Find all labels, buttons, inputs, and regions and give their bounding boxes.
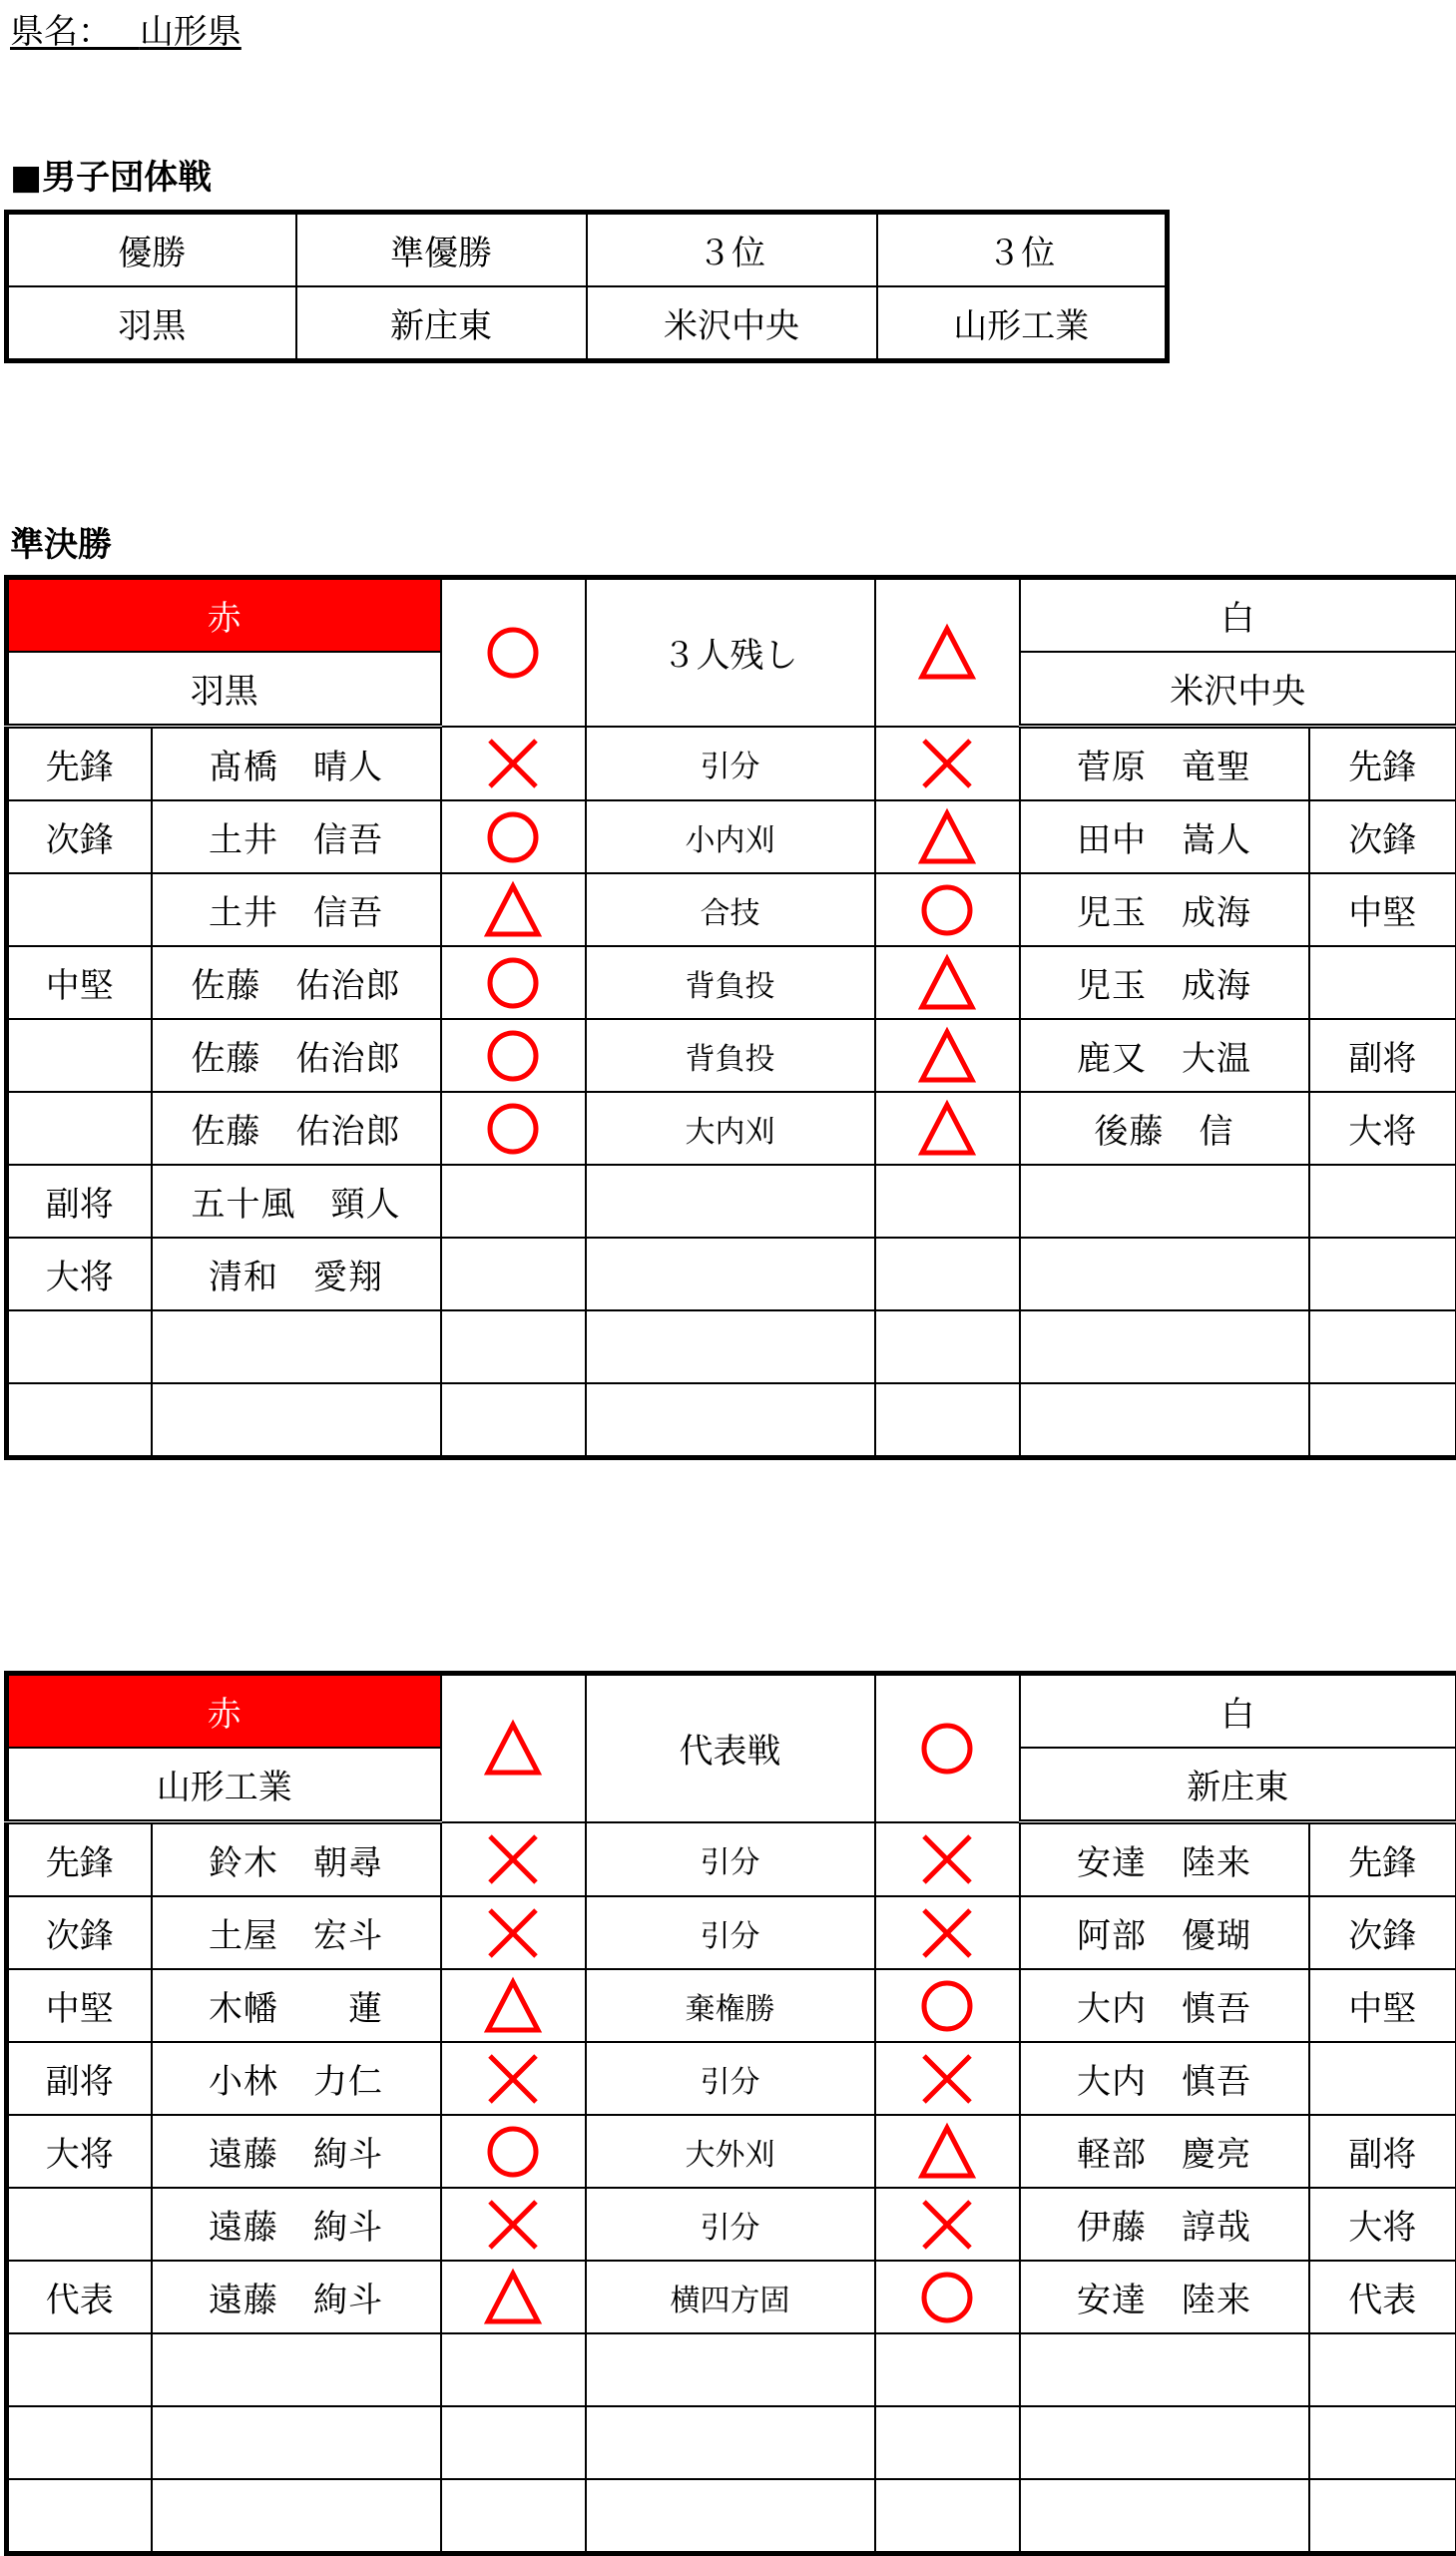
white-bout-result bbox=[875, 800, 1020, 873]
white-position: 大将 bbox=[1309, 1092, 1456, 1165]
bout-row bbox=[7, 1969, 1456, 2042]
circle-mark-icon bbox=[917, 1976, 977, 2036]
white-player-name bbox=[1020, 2479, 1309, 2554]
red-bout-result bbox=[441, 873, 586, 946]
technique bbox=[586, 2406, 875, 2479]
semifinal-heading: 準決勝 bbox=[10, 517, 112, 566]
white-side-label: 白 bbox=[1020, 578, 1456, 653]
bout-row bbox=[7, 727, 1456, 801]
white-position: 次鋒 bbox=[1309, 1896, 1456, 1969]
bout-row bbox=[7, 1238, 1456, 1310]
red-position bbox=[7, 2188, 152, 2261]
technique bbox=[586, 1165, 875, 1238]
cross-mark-icon bbox=[483, 2049, 543, 2109]
red-player-name: 遠藤 絢斗 bbox=[152, 2115, 441, 2188]
red-bout-result bbox=[441, 946, 586, 1019]
red-position bbox=[7, 1310, 152, 1383]
triangle-mark-icon bbox=[483, 2268, 543, 2327]
bout-row bbox=[7, 1092, 1456, 1165]
red-position bbox=[7, 2406, 152, 2479]
white-position bbox=[1309, 1383, 1456, 1458]
white-player-name bbox=[1020, 2333, 1309, 2406]
red-bout-result bbox=[441, 727, 586, 801]
red-player-name: 佐藤 佑治郎 bbox=[152, 946, 441, 1019]
triangle-mark-icon bbox=[483, 1719, 543, 1779]
white-position bbox=[1309, 2406, 1456, 2479]
bout-row bbox=[7, 1896, 1456, 1969]
red-bout-result bbox=[441, 800, 586, 873]
white-bout-result bbox=[875, 2406, 1020, 2479]
red-bout-result bbox=[441, 1092, 586, 1165]
white-player-name: 後藤 信 bbox=[1020, 1092, 1309, 1165]
red-bout-result bbox=[441, 2188, 586, 2261]
circle-mark-icon bbox=[483, 807, 543, 867]
white-bout-result bbox=[875, 2261, 1020, 2333]
red-player-name: 木幡 蓮 bbox=[152, 1969, 441, 2042]
white-player-name: 安達 陸来 bbox=[1020, 2261, 1309, 2333]
technique: 大内刈 bbox=[586, 1092, 875, 1165]
white-player-name: 児玉 成海 bbox=[1020, 873, 1309, 946]
red-position: 副将 bbox=[7, 2042, 152, 2115]
technique: 背負投 bbox=[586, 946, 875, 1019]
circle-mark-icon bbox=[483, 623, 543, 683]
bout-row bbox=[7, 1019, 1456, 1092]
white-player-name bbox=[1020, 1165, 1309, 1238]
red-position: 中堅 bbox=[7, 1969, 152, 2042]
red-player-name bbox=[152, 1383, 441, 1458]
white-bout-result bbox=[875, 2188, 1020, 2261]
rank-cell: 優勝 bbox=[7, 213, 296, 287]
bout-row bbox=[7, 2479, 1456, 2554]
technique: 引分 bbox=[586, 1822, 875, 1897]
triangle-mark-icon bbox=[917, 1026, 977, 1086]
white-bout-result bbox=[875, 873, 1020, 946]
white-position bbox=[1309, 1310, 1456, 1383]
prefecture-line bbox=[10, 4, 242, 53]
red-side-label: 赤 bbox=[7, 578, 441, 653]
match-summary: ３人残し bbox=[586, 578, 875, 727]
red-position: 先鋒 bbox=[7, 727, 152, 801]
white-player-name: 軽部 慶亮 bbox=[1020, 2115, 1309, 2188]
white-position bbox=[1309, 2479, 1456, 2554]
cross-mark-icon bbox=[483, 1903, 543, 1963]
technique bbox=[586, 2333, 875, 2406]
technique: 大外刈 bbox=[586, 2115, 875, 2188]
white-player-name: 菅原 竜聖 bbox=[1020, 727, 1309, 801]
technique: 横四方固 bbox=[586, 2261, 875, 2333]
cross-mark-icon bbox=[917, 1829, 977, 1889]
white-player-name: 大内 慎吾 bbox=[1020, 2042, 1309, 2115]
technique: 引分 bbox=[586, 2188, 875, 2261]
bout-row bbox=[7, 2406, 1456, 2479]
bout-row bbox=[7, 2188, 1456, 2261]
cross-mark-icon bbox=[917, 1903, 977, 1963]
team-competition-heading: ■男子団体戦 bbox=[10, 150, 212, 199]
circle-mark-icon bbox=[917, 1719, 977, 1779]
prefecture-label: 県名： bbox=[10, 12, 95, 52]
cross-mark-icon bbox=[483, 1829, 543, 1889]
red-player-name bbox=[152, 2406, 441, 2479]
red-position: 大将 bbox=[7, 2115, 152, 2188]
technique bbox=[586, 1383, 875, 1458]
white-bout-result bbox=[875, 1019, 1020, 1092]
technique: 合技 bbox=[586, 873, 875, 946]
rank-cell: 準優勝 bbox=[296, 213, 587, 287]
white-bout-result bbox=[875, 727, 1020, 801]
red-position bbox=[7, 2479, 152, 2554]
technique bbox=[586, 1238, 875, 1310]
red-player-name: 佐藤 佑治郎 bbox=[152, 1019, 441, 1092]
cross-mark-icon bbox=[917, 2049, 977, 2109]
red-bout-result bbox=[441, 1019, 586, 1092]
technique: 引分 bbox=[586, 727, 875, 801]
triangle-mark-icon bbox=[917, 807, 977, 867]
white-bout-result bbox=[875, 946, 1020, 1019]
white-position: 中堅 bbox=[1309, 1969, 1456, 2042]
white-position bbox=[1309, 1238, 1456, 1310]
circle-mark-icon bbox=[483, 1099, 543, 1159]
red-bout-result bbox=[441, 1165, 586, 1238]
white-player-name: 鹿又 大温 bbox=[1020, 1019, 1309, 1092]
bout-row bbox=[7, 2261, 1456, 2333]
placings-team-row bbox=[7, 286, 1168, 361]
white-position bbox=[1309, 946, 1456, 1019]
white-team-result bbox=[875, 578, 1020, 727]
red-position: 副将 bbox=[7, 1165, 152, 1238]
team-cell: 米沢中央 bbox=[587, 286, 877, 361]
white-player-name: 田中 嵩人 bbox=[1020, 800, 1309, 873]
white-position: 先鋒 bbox=[1309, 1822, 1456, 1897]
triangle-mark-icon bbox=[917, 623, 977, 683]
circle-mark-icon bbox=[917, 2268, 977, 2327]
red-position: 代表 bbox=[7, 2261, 152, 2333]
white-team-result bbox=[875, 1674, 1020, 1822]
white-position: 大将 bbox=[1309, 2188, 1456, 2261]
red-player-name: 佐藤 佑治郎 bbox=[152, 1092, 441, 1165]
bout-row bbox=[7, 1310, 1456, 1383]
team-cell: 山形工業 bbox=[877, 286, 1168, 361]
cross-mark-icon bbox=[917, 734, 977, 793]
technique: 引分 bbox=[586, 1896, 875, 1969]
match-summary: 代表戦 bbox=[586, 1674, 875, 1822]
red-player-name: 鈴木 朝尋 bbox=[152, 1822, 441, 1897]
technique: 引分 bbox=[586, 2042, 875, 2115]
triangle-mark-icon bbox=[917, 2122, 977, 2182]
red-position bbox=[7, 873, 152, 946]
team-cell: 羽黒 bbox=[7, 286, 296, 361]
red-bout-result bbox=[441, 2042, 586, 2115]
placings-table bbox=[4, 210, 1170, 363]
match-table bbox=[4, 1671, 1456, 2556]
bout-row bbox=[7, 2333, 1456, 2406]
red-position: 中堅 bbox=[7, 946, 152, 1019]
red-position: 先鋒 bbox=[7, 1822, 152, 1897]
red-player-name: 土屋 宏斗 bbox=[152, 1896, 441, 1969]
red-position bbox=[7, 2333, 152, 2406]
red-player-name: 遠藤 絢斗 bbox=[152, 2188, 441, 2261]
white-position: 副将 bbox=[1309, 1019, 1456, 1092]
bout-row bbox=[7, 1383, 1456, 1458]
red-team-name: 山形工業 bbox=[7, 1748, 441, 1822]
red-player-name: 小林 力仁 bbox=[152, 2042, 441, 2115]
red-bout-result bbox=[441, 1310, 586, 1383]
white-player-name: 伊藤 諄哉 bbox=[1020, 2188, 1309, 2261]
triangle-mark-icon bbox=[917, 953, 977, 1013]
red-player-name: 土井 信吾 bbox=[152, 800, 441, 873]
bout-row bbox=[7, 1822, 1456, 1897]
triangle-mark-icon bbox=[917, 1099, 977, 1159]
white-bout-result bbox=[875, 1383, 1020, 1458]
red-side-label: 赤 bbox=[7, 1674, 441, 1749]
white-bout-result bbox=[875, 1092, 1020, 1165]
white-bout-result bbox=[875, 1238, 1020, 1310]
red-bout-result bbox=[441, 2115, 586, 2188]
white-position bbox=[1309, 1165, 1456, 1238]
white-team-name: 新庄東 bbox=[1020, 1748, 1456, 1822]
white-bout-result bbox=[875, 2115, 1020, 2188]
white-position: 代表 bbox=[1309, 2261, 1456, 2333]
bout-row bbox=[7, 873, 1456, 946]
technique: 小内刈 bbox=[586, 800, 875, 873]
red-position: 大将 bbox=[7, 1238, 152, 1310]
red-player-name bbox=[152, 2479, 441, 2554]
white-position: 次鋒 bbox=[1309, 800, 1456, 873]
circle-mark-icon bbox=[483, 953, 543, 1013]
red-position bbox=[7, 1383, 152, 1458]
technique bbox=[586, 2479, 875, 2554]
cross-mark-icon bbox=[483, 734, 543, 793]
red-position bbox=[7, 1092, 152, 1165]
white-position bbox=[1309, 2042, 1456, 2115]
team-cell: 新庄東 bbox=[296, 286, 587, 361]
white-player-name: 児玉 成海 bbox=[1020, 946, 1309, 1019]
cross-mark-icon bbox=[483, 2195, 543, 2255]
white-bout-result bbox=[875, 1165, 1020, 1238]
white-team-name: 米沢中央 bbox=[1020, 652, 1456, 727]
technique: 背負投 bbox=[586, 1019, 875, 1092]
bout-row bbox=[7, 946, 1456, 1019]
white-player-name bbox=[1020, 1238, 1309, 1310]
bout-row bbox=[7, 1165, 1456, 1238]
white-bout-result bbox=[875, 2479, 1020, 2554]
red-player-name bbox=[152, 2333, 441, 2406]
red-bout-result bbox=[441, 1383, 586, 1458]
triangle-mark-icon bbox=[483, 880, 543, 940]
bout-row bbox=[7, 2042, 1456, 2115]
white-player-name: 安達 陸来 bbox=[1020, 1822, 1309, 1897]
red-team-result bbox=[441, 578, 586, 727]
red-bout-result bbox=[441, 1238, 586, 1310]
match-header-row bbox=[7, 578, 1456, 653]
red-position: 次鋒 bbox=[7, 800, 152, 873]
white-bout-result bbox=[875, 1310, 1020, 1383]
red-bout-result bbox=[441, 1896, 586, 1969]
red-bout-result bbox=[441, 2261, 586, 2333]
red-player-name bbox=[152, 1310, 441, 1383]
white-position: 副将 bbox=[1309, 2115, 1456, 2188]
triangle-mark-icon bbox=[483, 1976, 543, 2036]
white-bout-result bbox=[875, 1969, 1020, 2042]
circle-mark-icon bbox=[917, 880, 977, 940]
circle-mark-icon bbox=[483, 1026, 543, 1086]
red-bout-result bbox=[441, 2479, 586, 2554]
match-table bbox=[4, 575, 1456, 1460]
red-bout-result bbox=[441, 2333, 586, 2406]
red-bout-result bbox=[441, 1822, 586, 1897]
white-position: 先鋒 bbox=[1309, 727, 1456, 801]
white-player-name bbox=[1020, 1383, 1309, 1458]
bout-row bbox=[7, 800, 1456, 873]
red-team-name: 羽黒 bbox=[7, 652, 441, 727]
technique bbox=[586, 1310, 875, 1383]
red-player-name: 遠藤 絢斗 bbox=[152, 2261, 441, 2333]
white-player-name bbox=[1020, 2406, 1309, 2479]
red-team-result bbox=[441, 1674, 586, 1822]
white-bout-result bbox=[875, 1822, 1020, 1897]
white-player-name: 大内 慎吾 bbox=[1020, 1969, 1309, 2042]
white-bout-result bbox=[875, 2333, 1020, 2406]
red-bout-result bbox=[441, 1969, 586, 2042]
white-bout-result bbox=[875, 1896, 1020, 1969]
red-player-name: 清和 愛翔 bbox=[152, 1238, 441, 1310]
rank-cell: ３位 bbox=[587, 213, 877, 287]
white-side-label: 白 bbox=[1020, 1674, 1456, 1749]
red-player-name: 土井 信吾 bbox=[152, 873, 441, 946]
rank-cell: ３位 bbox=[877, 213, 1168, 287]
placings-rank-row bbox=[7, 213, 1168, 287]
red-player-name: 五十風 頸人 bbox=[152, 1165, 441, 1238]
white-player-name bbox=[1020, 1310, 1309, 1383]
white-player-name: 阿部 優瑚 bbox=[1020, 1896, 1309, 1969]
prefecture-name: 山形県 bbox=[140, 12, 242, 52]
bout-row bbox=[7, 2115, 1456, 2188]
match-header-row bbox=[7, 1674, 1456, 1749]
red-bout-result bbox=[441, 2406, 586, 2479]
technique: 棄権勝 bbox=[586, 1969, 875, 2042]
red-player-name: 髙橋 晴人 bbox=[152, 727, 441, 801]
cross-mark-icon bbox=[917, 2195, 977, 2255]
circle-mark-icon bbox=[483, 2122, 543, 2182]
white-position bbox=[1309, 2333, 1456, 2406]
white-position: 中堅 bbox=[1309, 873, 1456, 946]
red-position bbox=[7, 1019, 152, 1092]
white-bout-result bbox=[875, 2042, 1020, 2115]
red-position: 次鋒 bbox=[7, 1896, 152, 1969]
